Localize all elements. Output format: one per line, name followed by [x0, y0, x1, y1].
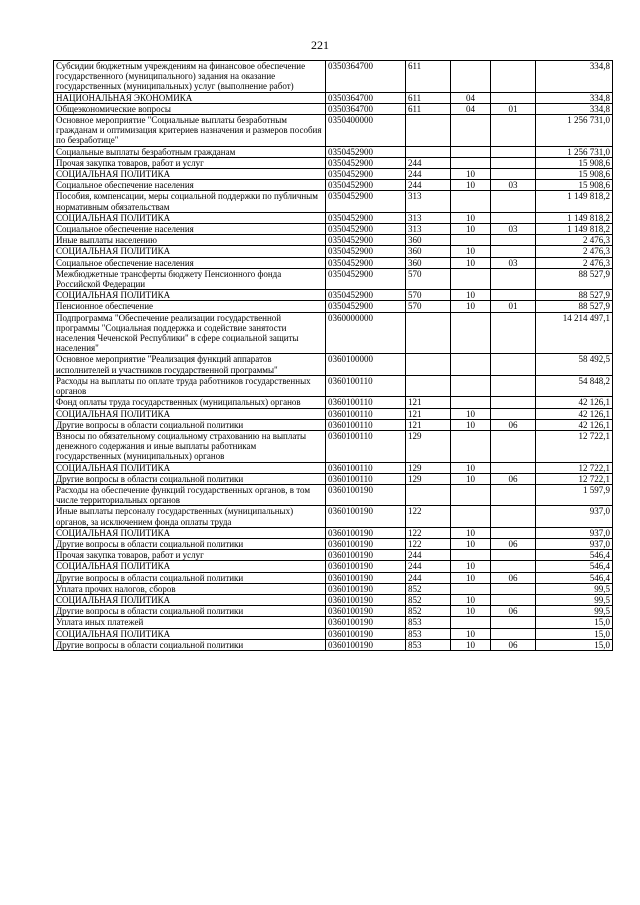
- row-sum-cell: 14 214 497,1: [536, 312, 613, 354]
- row-expense-type-cell: 129: [406, 430, 451, 462]
- row-section-cell: 10: [451, 290, 491, 301]
- row-subsection-cell: [491, 354, 536, 375]
- table-row: [54, 397, 613, 408]
- table-row: [54, 561, 613, 572]
- row-name-cell: СОЦИАЛЬНАЯ ПОЛИТИКА: [54, 408, 326, 419]
- row-name-cell: СОЦИАЛЬНАЯ ПОЛИТИКА: [54, 169, 326, 180]
- row-expense-type-cell: 570: [406, 268, 451, 289]
- row-section-cell: [451, 268, 491, 289]
- row-subsection-cell: [491, 628, 536, 639]
- row-sum-cell: 334,8: [536, 92, 613, 103]
- row-name-cell: Межбюджетные трансферты бюджету Пенсионного фонда Российской Федерации: [54, 268, 326, 289]
- row-sum-cell: 15,0: [536, 639, 613, 650]
- row-code-cell: 0350452900: [326, 301, 406, 312]
- row-name-cell: СОЦИАЛЬНАЯ ПОЛИТИКА: [54, 594, 326, 605]
- row-name-cell: Прочая закупка товаров, работ и услуг: [54, 157, 326, 168]
- row-expense-type-cell: 122: [406, 527, 451, 538]
- row-code-cell: 0360100190: [326, 527, 406, 538]
- row-code-cell: 0350452900: [326, 290, 406, 301]
- table-row: [54, 506, 613, 527]
- table-row: [54, 550, 613, 561]
- row-code-cell: 0360100110: [326, 419, 406, 430]
- row-code-cell: 0350452900: [326, 157, 406, 168]
- row-section-cell: [451, 550, 491, 561]
- row-sum-cell: 1 256 731,0: [536, 146, 613, 157]
- row-code-cell: 0350452900: [326, 146, 406, 157]
- row-code-cell: 0360100190: [326, 561, 406, 572]
- row-expense-type-cell: [406, 354, 451, 375]
- row-subsection-cell: [491, 235, 536, 246]
- row-section-cell: 10: [451, 169, 491, 180]
- row-name-cell: Другие вопросы в области социальной политики: [54, 419, 326, 430]
- row-expense-type-cell: 122: [406, 538, 451, 549]
- row-name-cell: Взносы по обязательному социальному страхованию на выплаты денежного содержания и иные выплаты работникам государственных (муниципальных) органов: [54, 430, 326, 462]
- row-subsection-cell: [491, 146, 536, 157]
- row-section-cell: 10: [451, 473, 491, 484]
- row-name-cell: Другие вопросы в области социальной политики: [54, 538, 326, 549]
- row-code-cell: 0360100110: [326, 397, 406, 408]
- row-name-cell: Социальное обеспечение населения: [54, 224, 326, 235]
- table-row: [54, 103, 613, 114]
- row-expense-type-cell: 313: [406, 191, 451, 212]
- row-expense-type-cell: 313: [406, 212, 451, 223]
- row-section-cell: 10: [451, 246, 491, 257]
- page-number: 221: [311, 38, 329, 52]
- row-name-cell: СОЦИАЛЬНАЯ ПОЛИТИКА: [54, 628, 326, 639]
- row-expense-type-cell: 244: [406, 572, 451, 583]
- row-sum-cell: 937,0: [536, 527, 613, 538]
- row-sum-cell: 1 149 818,2: [536, 212, 613, 223]
- row-code-cell: 0360100110: [326, 473, 406, 484]
- row-code-cell: 0350452900: [326, 224, 406, 235]
- row-sum-cell: 1 149 818,2: [536, 191, 613, 212]
- row-subsection-cell: [491, 268, 536, 289]
- row-section-cell: [451, 157, 491, 168]
- row-subsection-cell: 03: [491, 257, 536, 268]
- row-sum-cell: 12 722,1: [536, 430, 613, 462]
- row-code-cell: 0360100190: [326, 538, 406, 549]
- row-expense-type-cell: 852: [406, 606, 451, 617]
- row-name-cell: Другие вопросы в области социальной политики: [54, 572, 326, 583]
- row-expense-type-cell: 244: [406, 180, 451, 191]
- row-section-cell: [451, 375, 491, 396]
- row-expense-type-cell: 129: [406, 462, 451, 473]
- row-code-cell: 0350452900: [326, 191, 406, 212]
- row-expense-type-cell: 611: [406, 103, 451, 114]
- table-row: [54, 484, 613, 505]
- row-subsection-cell: [491, 61, 536, 93]
- row-code-cell: 0360100190: [326, 572, 406, 583]
- row-expense-type-cell: 244: [406, 169, 451, 180]
- row-sum-cell: 99,5: [536, 594, 613, 605]
- row-code-cell: 0360100110: [326, 430, 406, 462]
- row-expense-type-cell: 852: [406, 594, 451, 605]
- row-subsection-cell: [491, 583, 536, 594]
- row-code-cell: 0350364700: [326, 92, 406, 103]
- row-sum-cell: 546,4: [536, 550, 613, 561]
- row-section-cell: [451, 191, 491, 212]
- row-subsection-cell: [491, 92, 536, 103]
- row-subsection-cell: [491, 157, 536, 168]
- row-sum-cell: 15 908,6: [536, 169, 613, 180]
- row-subsection-cell: [491, 506, 536, 527]
- table-row: [54, 224, 613, 235]
- row-name-cell: Основное мероприятие "Социальные выплаты безработным гражданам и оптимизация критериев назначения и размеров пособия по безработице": [54, 115, 326, 147]
- row-subsection-cell: 06: [491, 538, 536, 549]
- table-row: [54, 312, 613, 354]
- row-subsection-cell: [491, 430, 536, 462]
- row-sum-cell: 12 722,1: [536, 473, 613, 484]
- row-sum-cell: 58 492,5: [536, 354, 613, 375]
- row-expense-type-cell: 244: [406, 157, 451, 168]
- table-row: [54, 146, 613, 157]
- row-code-cell: 0350364700: [326, 103, 406, 114]
- row-name-cell: Пособия, компенсации, меры социальной поддержки по публичным нормативным обязательствам: [54, 191, 326, 212]
- row-section-cell: 10: [451, 527, 491, 538]
- row-name-cell: СОЦИАЛЬНАЯ ПОЛИТИКА: [54, 462, 326, 473]
- row-name-cell: Подпрограмма "Обеспечение реализации государственной программы "Социальная поддержка и содействие занятости населения Чеченской Республики" в сфере социальной защиты населения": [54, 312, 326, 354]
- row-expense-type-cell: 611: [406, 92, 451, 103]
- row-section-cell: 10: [451, 212, 491, 223]
- row-code-cell: 0350452900: [326, 257, 406, 268]
- row-expense-type-cell: [406, 312, 451, 354]
- row-code-cell: 0350452900: [326, 268, 406, 289]
- row-name-cell: Другие вопросы в области социальной политики: [54, 639, 326, 650]
- row-section-cell: 10: [451, 561, 491, 572]
- row-subsection-cell: [491, 594, 536, 605]
- row-subsection-cell: [491, 484, 536, 505]
- row-section-cell: 10: [451, 628, 491, 639]
- row-name-cell: СОЦИАЛЬНАЯ ПОЛИТИКА: [54, 290, 326, 301]
- row-expense-type-cell: 244: [406, 561, 451, 572]
- row-sum-cell: 99,5: [536, 606, 613, 617]
- row-expense-type-cell: 360: [406, 246, 451, 257]
- table-row: [54, 473, 613, 484]
- table-row: [54, 246, 613, 257]
- row-sum-cell: 12 722,1: [536, 462, 613, 473]
- table-row: [54, 92, 613, 103]
- row-expense-type-cell: [406, 115, 451, 147]
- row-sum-cell: 937,0: [536, 538, 613, 549]
- row-section-cell: 10: [451, 606, 491, 617]
- row-section-cell: [451, 115, 491, 147]
- row-sum-cell: 88 527,9: [536, 301, 613, 312]
- table-row: [54, 257, 613, 268]
- row-name-cell: Фонд оплаты труда государственных (муниципальных) органов: [54, 397, 326, 408]
- row-expense-type-cell: 121: [406, 408, 451, 419]
- row-subsection-cell: [491, 408, 536, 419]
- row-sum-cell: 2 476,3: [536, 246, 613, 257]
- row-sum-cell: 334,8: [536, 61, 613, 93]
- row-sum-cell: 2 476,3: [536, 257, 613, 268]
- table-row: [54, 617, 613, 628]
- table-row: [54, 212, 613, 223]
- row-section-cell: 10: [451, 419, 491, 430]
- row-expense-type-cell: 244: [406, 550, 451, 561]
- table-row: [54, 169, 613, 180]
- row-section-cell: 10: [451, 257, 491, 268]
- row-code-cell: 0350452900: [326, 212, 406, 223]
- budget-table-body: [54, 61, 613, 651]
- table-row: [54, 527, 613, 538]
- row-subsection-cell: [491, 169, 536, 180]
- row-subsection-cell: [491, 462, 536, 473]
- row-name-cell: Другие вопросы в области социальной политики: [54, 473, 326, 484]
- table-row: [54, 594, 613, 605]
- table-row: [54, 180, 613, 191]
- row-section-cell: 10: [451, 180, 491, 191]
- row-name-cell: Социальное обеспечение населения: [54, 257, 326, 268]
- table-row: [54, 628, 613, 639]
- row-section-cell: 10: [451, 408, 491, 419]
- row-sum-cell: 42 126,1: [536, 408, 613, 419]
- table-row: [54, 354, 613, 375]
- row-code-cell: 0350364700: [326, 61, 406, 93]
- row-code-cell: 0360100190: [326, 617, 406, 628]
- row-expense-type-cell: 129: [406, 473, 451, 484]
- row-code-cell: 0360100190: [326, 628, 406, 639]
- row-section-cell: [451, 312, 491, 354]
- row-name-cell: Основное мероприятие "Реализация функций аппаратов исполнителей и участников государственной программы": [54, 354, 326, 375]
- row-name-cell: Иные выплаты населению: [54, 235, 326, 246]
- table-row: [54, 462, 613, 473]
- row-name-cell: Иные выплаты персоналу государственных (муниципальных) органов, за исключением фонда оплаты труда: [54, 506, 326, 527]
- row-code-cell: 0360100190: [326, 639, 406, 650]
- row-sum-cell: 15,0: [536, 617, 613, 628]
- row-code-cell: 0360100190: [326, 550, 406, 561]
- row-section-cell: 10: [451, 224, 491, 235]
- row-subsection-cell: 01: [491, 301, 536, 312]
- row-sum-cell: 2 476,3: [536, 235, 613, 246]
- row-expense-type-cell: 853: [406, 639, 451, 650]
- row-subsection-cell: 06: [491, 473, 536, 484]
- row-section-cell: [451, 397, 491, 408]
- row-section-cell: [451, 235, 491, 246]
- row-subsection-cell: [491, 397, 536, 408]
- row-subsection-cell: 06: [491, 639, 536, 650]
- table-row: [54, 115, 613, 147]
- budget-table: [53, 60, 613, 651]
- table-row: [54, 157, 613, 168]
- row-subsection-cell: 06: [491, 419, 536, 430]
- table-row: [54, 606, 613, 617]
- row-subsection-cell: [491, 550, 536, 561]
- row-subsection-cell: [491, 246, 536, 257]
- row-expense-type-cell: [406, 484, 451, 505]
- row-name-cell: Расходы на обеспечение функций государственных органов, в том числе территориальных органов: [54, 484, 326, 505]
- table-row: [54, 301, 613, 312]
- row-expense-type-cell: [406, 375, 451, 396]
- row-expense-type-cell: 313: [406, 224, 451, 235]
- table-row: [54, 375, 613, 396]
- row-name-cell: Расходы на выплаты по оплате труда работников государственных органов: [54, 375, 326, 396]
- row-code-cell: 0360100110: [326, 408, 406, 419]
- row-section-cell: 04: [451, 103, 491, 114]
- row-subsection-cell: [491, 312, 536, 354]
- row-expense-type-cell: 121: [406, 419, 451, 430]
- table-row: [54, 419, 613, 430]
- row-code-cell: 0360100190: [326, 506, 406, 527]
- row-code-cell: 0360100190: [326, 583, 406, 594]
- row-name-cell: НАЦИОНАЛЬНАЯ ЭКОНОМИКА: [54, 92, 326, 103]
- row-code-cell: 0350452900: [326, 180, 406, 191]
- row-subsection-cell: [491, 212, 536, 223]
- table-row: [54, 583, 613, 594]
- row-expense-type-cell: 570: [406, 290, 451, 301]
- row-subsection-cell: [491, 617, 536, 628]
- row-name-cell: Уплата прочих налогов, сборов: [54, 583, 326, 594]
- row-section-cell: 10: [451, 594, 491, 605]
- row-code-cell: 0360100000: [326, 354, 406, 375]
- row-sum-cell: 99,5: [536, 583, 613, 594]
- row-name-cell: Пенсионное обеспечение: [54, 301, 326, 312]
- row-sum-cell: 1 597,9: [536, 484, 613, 505]
- row-code-cell: 0350452900: [326, 246, 406, 257]
- row-section-cell: [451, 583, 491, 594]
- table-row: [54, 290, 613, 301]
- table-row: [54, 430, 613, 462]
- row-name-cell: Уплата иных платежей: [54, 617, 326, 628]
- row-name-cell: Социальные выплаты безработным гражданам: [54, 146, 326, 157]
- row-sum-cell: 88 527,9: [536, 268, 613, 289]
- table-row: [54, 191, 613, 212]
- row-subsection-cell: [491, 191, 536, 212]
- row-sum-cell: 546,4: [536, 572, 613, 583]
- table-row: [54, 538, 613, 549]
- row-section-cell: 10: [451, 538, 491, 549]
- row-code-cell: 0360100110: [326, 375, 406, 396]
- row-section-cell: [451, 506, 491, 527]
- row-sum-cell: 937,0: [536, 506, 613, 527]
- row-sum-cell: 42 126,1: [536, 419, 613, 430]
- row-sum-cell: 1 149 818,2: [536, 224, 613, 235]
- table-row: [54, 235, 613, 246]
- row-sum-cell: 54 848,2: [536, 375, 613, 396]
- row-expense-type-cell: 611: [406, 61, 451, 93]
- row-section-cell: 10: [451, 301, 491, 312]
- row-sum-cell: 15 908,6: [536, 180, 613, 191]
- row-section-cell: [451, 146, 491, 157]
- row-section-cell: 10: [451, 462, 491, 473]
- row-subsection-cell: 03: [491, 224, 536, 235]
- row-section-cell: 10: [451, 639, 491, 650]
- row-subsection-cell: [491, 290, 536, 301]
- row-name-cell: Социальное обеспечение населения: [54, 180, 326, 191]
- row-expense-type-cell: 122: [406, 506, 451, 527]
- row-subsection-cell: [491, 375, 536, 396]
- row-section-cell: [451, 617, 491, 628]
- row-code-cell: 0360100190: [326, 484, 406, 505]
- row-sum-cell: 15 908,6: [536, 157, 613, 168]
- row-code-cell: 0360100190: [326, 606, 406, 617]
- row-code-cell: 0360000000: [326, 312, 406, 354]
- row-subsection-cell: [491, 561, 536, 572]
- row-code-cell: 0360100190: [326, 594, 406, 605]
- table-row: [54, 639, 613, 650]
- row-code-cell: 0350452900: [326, 169, 406, 180]
- table-row: [54, 572, 613, 583]
- table-row: [54, 61, 613, 93]
- row-name-cell: Общеэкономические вопросы: [54, 103, 326, 114]
- row-code-cell: 0350400000: [326, 115, 406, 147]
- row-subsection-cell: 03: [491, 180, 536, 191]
- row-expense-type-cell: 121: [406, 397, 451, 408]
- row-section-cell: [451, 430, 491, 462]
- row-section-cell: [451, 61, 491, 93]
- row-section-cell: [451, 354, 491, 375]
- row-name-cell: СОЦИАЛЬНАЯ ПОЛИТИКА: [54, 561, 326, 572]
- row-subsection-cell: [491, 527, 536, 538]
- row-subsection-cell: [491, 115, 536, 147]
- row-name-cell: СОЦИАЛЬНАЯ ПОЛИТИКА: [54, 527, 326, 538]
- row-name-cell: СОЦИАЛЬНАЯ ПОЛИТИКА: [54, 212, 326, 223]
- row-sum-cell: 88 527,9: [536, 290, 613, 301]
- row-section-cell: 04: [451, 92, 491, 103]
- row-sum-cell: 15,0: [536, 628, 613, 639]
- row-name-cell: Субсидии бюджетным учреждениям на финансовое обеспечение государственного (муниципального) задания на оказание государственных (муниципальных) услуг (выполнение работ): [54, 61, 326, 93]
- row-subsection-cell: 01: [491, 103, 536, 114]
- row-sum-cell: 334,8: [536, 103, 613, 114]
- row-expense-type-cell: 853: [406, 628, 451, 639]
- row-sum-cell: 546,4: [536, 561, 613, 572]
- row-subsection-cell: 06: [491, 572, 536, 583]
- row-code-cell: 0360100110: [326, 462, 406, 473]
- row-expense-type-cell: 853: [406, 617, 451, 628]
- row-expense-type-cell: 360: [406, 257, 451, 268]
- row-subsection-cell: 06: [491, 606, 536, 617]
- row-expense-type-cell: 852: [406, 583, 451, 594]
- table-row: [54, 408, 613, 419]
- row-section-cell: [451, 484, 491, 505]
- row-section-cell: 10: [451, 572, 491, 583]
- row-sum-cell: 42 126,1: [536, 397, 613, 408]
- row-expense-type-cell: [406, 146, 451, 157]
- row-expense-type-cell: 570: [406, 301, 451, 312]
- row-name-cell: СОЦИАЛЬНАЯ ПОЛИТИКА: [54, 246, 326, 257]
- row-name-cell: Другие вопросы в области социальной политики: [54, 606, 326, 617]
- table-row: [54, 268, 613, 289]
- row-expense-type-cell: 360: [406, 235, 451, 246]
- row-name-cell: Прочая закупка товаров, работ и услуг: [54, 550, 326, 561]
- row-code-cell: 0350452900: [326, 235, 406, 246]
- row-sum-cell: 1 256 731,0: [536, 115, 613, 147]
